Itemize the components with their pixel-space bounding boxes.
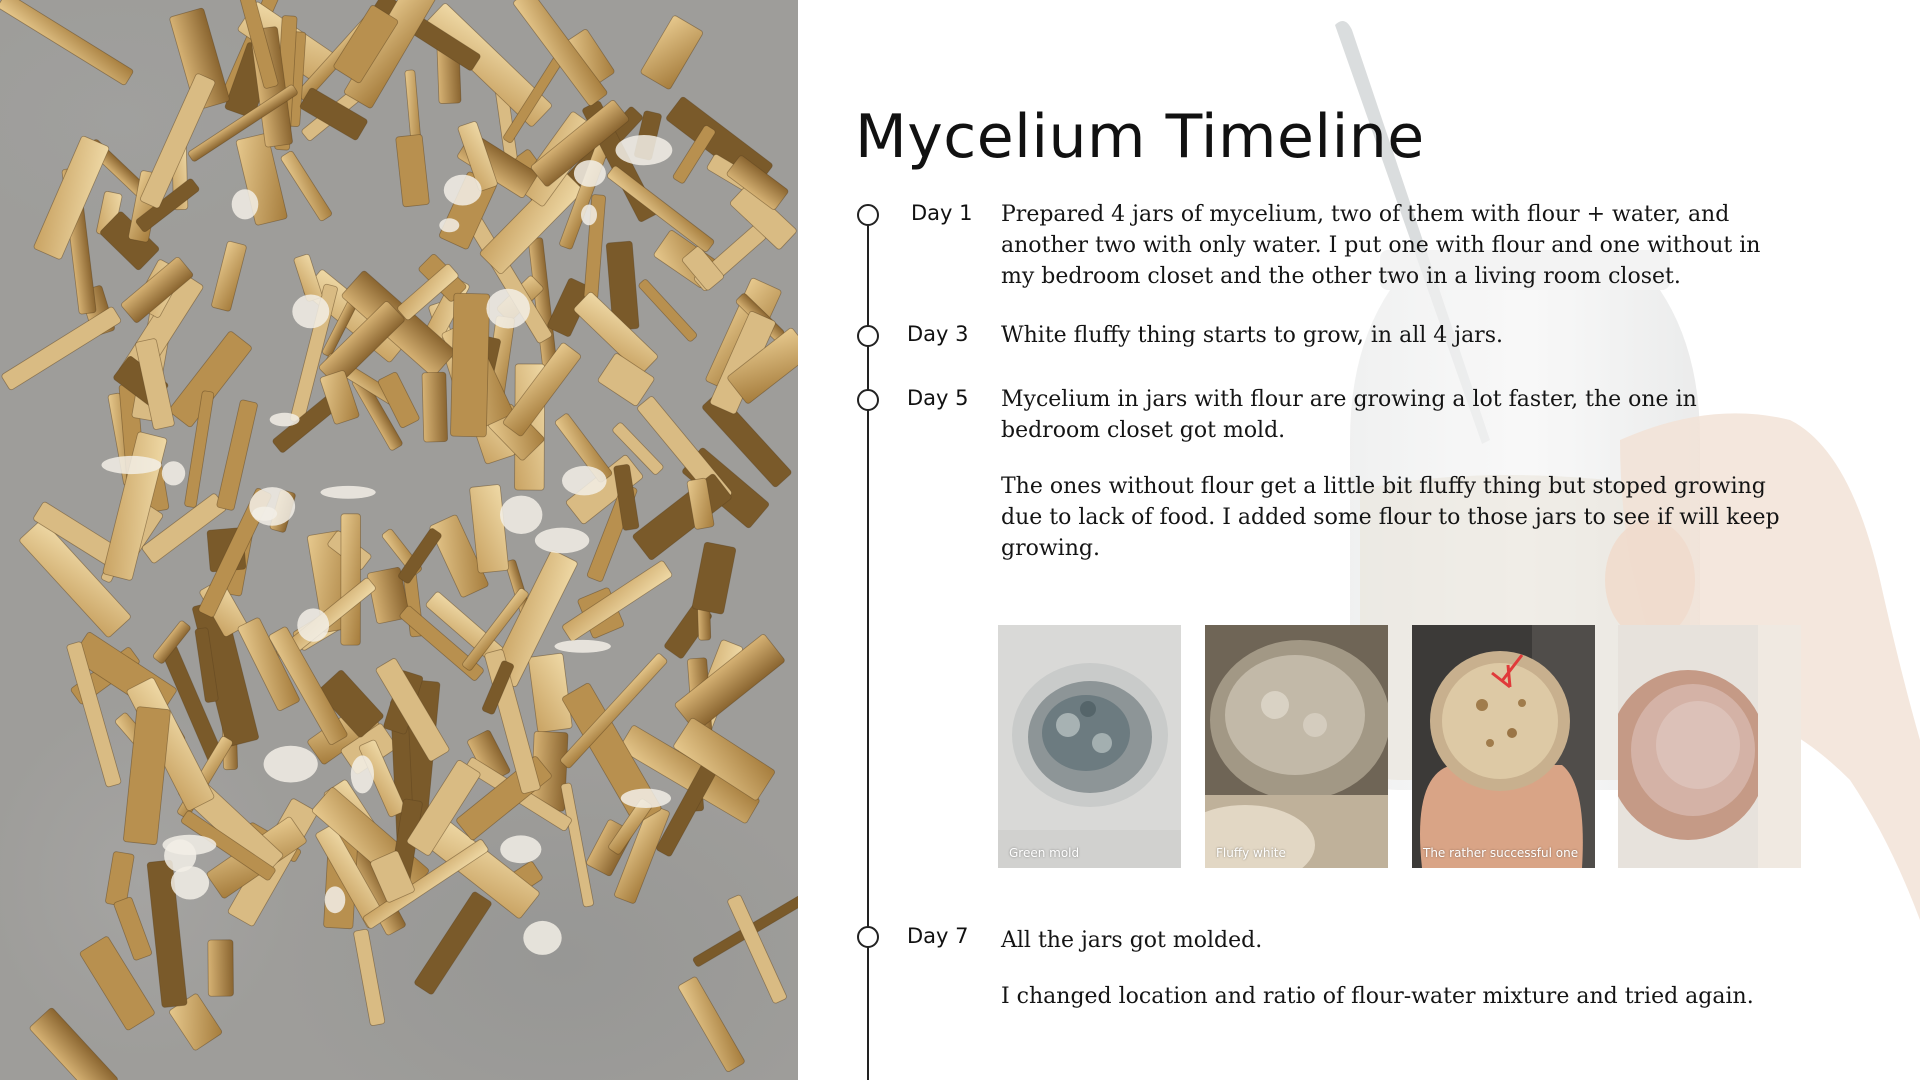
- entry-day-7-text-2: I changed location and ratio of flour-water mixture and tried again.: [1001, 984, 1754, 1009]
- wood-chip: [606, 165, 715, 253]
- wood-chips-illustration: [0, 0, 798, 1080]
- mycelium-fluff: [292, 295, 329, 329]
- wood-chip: [414, 891, 493, 995]
- mycelium-fluff: [500, 835, 541, 863]
- mycelium-fluff: [616, 135, 673, 165]
- mycelium-fluff: [325, 886, 346, 913]
- mycelium-fluff: [264, 746, 318, 783]
- photo-fluffy-white: [1205, 625, 1388, 868]
- wood-chip: [341, 514, 361, 645]
- entry-day-5-text-1: Mycelium in jars with flour are growing a lot faster, the one in bedroom closet got mold.: [1001, 387, 1697, 443]
- fluffy-white-photo-icon: [1205, 625, 1388, 868]
- wood-chip: [353, 929, 385, 1026]
- timeline-dot-day-7: [857, 926, 879, 948]
- entry-day-5: [1001, 384, 1791, 564]
- mycelium-fluff: [486, 289, 530, 329]
- mycelium-fluff: [523, 921, 561, 955]
- day-label-7: Day 7: [907, 924, 969, 948]
- mycelium-fluff: [270, 413, 300, 427]
- entry-day-3-text: White fluffy thing starts to grow, in all 4 jars.: [1001, 323, 1503, 348]
- day-label-1: Day 1: [911, 201, 973, 225]
- page-title: Mycelium Timeline: [855, 102, 1425, 173]
- mycelium-fluff: [249, 487, 295, 526]
- photo-pink-mycelium: [1618, 625, 1801, 868]
- photo-successful-jar: [1412, 625, 1595, 868]
- photo-caption-fluffy-white: Fluffy white: [1216, 846, 1286, 860]
- mycelium-fluff: [535, 528, 589, 554]
- wood-chip: [29, 1007, 119, 1080]
- wood-chip: [280, 150, 333, 222]
- wood-chip: [450, 293, 489, 437]
- mycelium-fluff: [555, 640, 611, 653]
- mycelium-fluff: [321, 486, 376, 499]
- green-mold-photo-icon: [998, 625, 1181, 868]
- timeline-dot-day-3: [857, 325, 879, 347]
- wood-chips-photo: [0, 0, 798, 1080]
- pink-mycelium-photo-icon: [1618, 625, 1801, 868]
- entry-day-1: [1001, 199, 1791, 292]
- mycelium-fluff: [162, 461, 185, 485]
- wood-chip: [678, 976, 746, 1073]
- wood-chip: [561, 783, 594, 908]
- photo-green-mold: [998, 625, 1181, 868]
- wood-chip: [208, 940, 234, 997]
- photo-caption-green-mold: Green mold: [1009, 846, 1080, 860]
- wood-chip: [640, 15, 704, 90]
- wood-chip: [692, 542, 736, 615]
- mycelium-fluff: [562, 466, 607, 495]
- mycelium-fluff: [171, 866, 209, 899]
- timeline-dot-day-1: [857, 204, 879, 226]
- wood-chip: [1, 306, 122, 391]
- wood-chip: [528, 653, 572, 733]
- wood-chip: [422, 372, 448, 442]
- mycelium-fluff: [621, 789, 671, 808]
- mycelium-fluff: [581, 205, 597, 226]
- mycelium-fluff: [232, 189, 259, 219]
- successful-jar-photo-icon: [1412, 625, 1595, 868]
- entry-day-7-text-1: All the jars got molded.: [1001, 928, 1263, 953]
- mycelium-fluff: [102, 456, 162, 474]
- timeline-dot-day-5: [857, 389, 879, 411]
- entry-day-7: [1001, 925, 1791, 1012]
- wood-chip: [216, 399, 258, 510]
- wood-chip: [211, 241, 247, 312]
- mycelium-fluff: [574, 160, 606, 187]
- wood-chip: [0, 0, 134, 86]
- mycelium-fluff: [297, 608, 329, 641]
- entry-day-3: [1001, 320, 1791, 351]
- photo-caption-successful: The rather successful one: [1423, 846, 1579, 860]
- mycelium-fluff: [439, 218, 459, 232]
- mycelium-fluff: [500, 496, 542, 534]
- mycelium-fluff: [444, 175, 482, 206]
- day-label-5: Day 5: [907, 386, 969, 410]
- entry-day-1-text: Prepared 4 jars of mycelium, two of them with flour + water, and another two with only water. I put one with flour and one without in my bedroom closet and the other two in a living room closet.: [1001, 202, 1761, 289]
- wood-chip: [638, 278, 698, 342]
- day-label-3: Day 3: [907, 322, 969, 346]
- mycelium-fluff: [351, 755, 374, 793]
- wood-chip: [396, 134, 430, 207]
- entry-day-5-text-2: The ones without flour get a little bit fluffy thing but stoped growing due to lack of food. I added some flour to those jars to see if will keep growing.: [1001, 474, 1780, 561]
- wood-chip: [113, 897, 152, 961]
